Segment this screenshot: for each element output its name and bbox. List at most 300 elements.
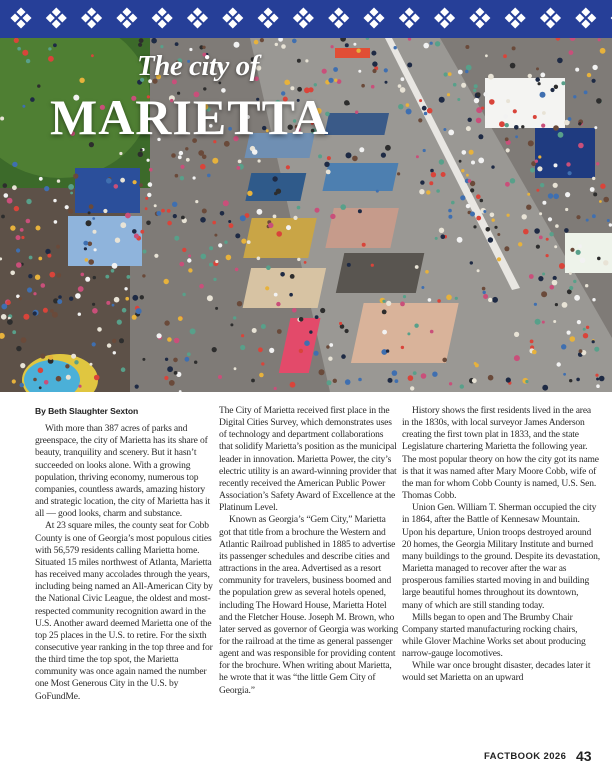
person: [286, 165, 290, 169]
person: [314, 351, 319, 356]
person: [474, 362, 477, 365]
person: [583, 333, 588, 338]
person: [304, 261, 307, 264]
person: [327, 380, 332, 385]
person: [542, 321, 545, 324]
person: [182, 248, 186, 252]
person: [90, 363, 93, 366]
person: [181, 216, 185, 220]
person: [488, 237, 493, 242]
person: [523, 229, 529, 235]
person: [254, 40, 259, 45]
person: [526, 205, 531, 210]
person: [212, 347, 217, 352]
person: [167, 221, 172, 226]
person: [297, 206, 301, 210]
person: [437, 299, 441, 303]
person: [193, 176, 196, 179]
chalk-artwork: [351, 303, 459, 363]
person: [451, 201, 455, 205]
person: [590, 187, 595, 192]
person: [505, 182, 510, 187]
person: [491, 165, 494, 168]
person: [540, 183, 544, 187]
person: [506, 148, 510, 152]
person: [448, 215, 452, 219]
person: [448, 209, 452, 213]
person: [12, 185, 17, 190]
person: [557, 362, 561, 366]
person: [140, 295, 144, 299]
person: [112, 304, 115, 307]
person: [223, 200, 229, 206]
person: [398, 84, 402, 88]
person: [78, 313, 81, 316]
chalk-artwork: [336, 253, 425, 293]
person: [469, 150, 474, 155]
person: [145, 197, 148, 200]
person: [56, 376, 62, 382]
person: [26, 219, 31, 224]
person: [596, 384, 600, 388]
person: [552, 280, 558, 286]
person: [136, 308, 142, 314]
person: [81, 273, 85, 277]
person: [568, 171, 572, 175]
person: [573, 280, 576, 283]
person: [179, 262, 184, 267]
person: [78, 286, 84, 292]
person: [504, 246, 509, 251]
person: [505, 123, 509, 127]
person: [259, 373, 264, 378]
person: [327, 156, 331, 160]
person: [299, 317, 304, 322]
person: [564, 228, 569, 233]
person: [88, 242, 93, 247]
person: [358, 378, 362, 382]
person: [397, 172, 400, 175]
person: [597, 257, 601, 261]
person: [235, 268, 239, 272]
person: [477, 269, 480, 272]
person: [513, 109, 517, 113]
person: [476, 92, 480, 96]
person: [558, 132, 564, 138]
person: [240, 345, 245, 350]
paragraph: History shows the first residents lived in the area in the 1830s, with local surveyor James Anderson creating the first town plat in 1833, and the state Legislature chartering Marietta the following year. The most popular theory on how the city got its name is that it was named after Mary Moore Cobb, wife of the man for whom Cobb County is named, U.S. Sen. Thomas Cobb.: [402, 405, 599, 502]
person: [603, 260, 608, 265]
person: [146, 221, 151, 226]
person: [542, 201, 546, 205]
person: [570, 248, 574, 252]
person: [592, 79, 596, 83]
person: [275, 43, 278, 46]
diamond-pattern: [0, 0, 612, 38]
person: [160, 45, 163, 48]
person: [23, 314, 29, 320]
person: [578, 122, 581, 125]
person: [478, 158, 484, 164]
person: [459, 160, 462, 163]
person: [592, 340, 595, 343]
person: [68, 184, 74, 190]
person: [382, 310, 387, 315]
page-title: MARIETTA: [50, 89, 330, 145]
person: [576, 250, 581, 255]
person: [470, 212, 475, 217]
person: [154, 204, 157, 207]
tent: [565, 233, 612, 273]
person: [174, 236, 179, 241]
person: [407, 63, 412, 68]
diamond-cluster-icon: [328, 7, 349, 28]
person: [554, 163, 558, 167]
person: [553, 125, 559, 131]
person: [218, 243, 222, 247]
person: [147, 193, 151, 197]
person: [439, 97, 445, 103]
person: [33, 292, 36, 295]
person: [1, 314, 7, 320]
person: [12, 379, 16, 383]
person: [494, 226, 497, 229]
person: [424, 112, 428, 116]
person: [112, 339, 116, 343]
person: [281, 44, 286, 49]
person: [488, 298, 492, 302]
person: [71, 354, 76, 359]
person: [442, 358, 447, 363]
person: [106, 301, 110, 305]
person: [297, 59, 301, 63]
person: [594, 126, 597, 129]
person: [180, 176, 184, 180]
person: [247, 191, 252, 196]
person: [483, 210, 486, 213]
person: [328, 357, 332, 361]
person: [142, 274, 145, 277]
person: [7, 319, 13, 325]
person: [488, 375, 494, 381]
page-number: 43: [576, 748, 592, 764]
person: [607, 219, 610, 222]
person: [423, 149, 426, 152]
person: [165, 358, 168, 361]
person: [466, 174, 469, 177]
person: [186, 158, 190, 162]
person: [542, 111, 546, 115]
person: [132, 295, 138, 301]
person: [557, 58, 563, 64]
person: [167, 337, 172, 342]
person: [586, 326, 589, 329]
person: [68, 209, 73, 214]
person: [38, 368, 44, 374]
person: [416, 155, 419, 158]
person: [92, 308, 98, 314]
person: [276, 231, 282, 237]
person: [563, 373, 566, 376]
person: [142, 358, 145, 361]
person: [133, 180, 137, 184]
person: [600, 48, 606, 54]
person: [138, 43, 142, 47]
person: [251, 379, 255, 383]
person: [372, 61, 377, 66]
person: [149, 168, 153, 172]
person: [57, 299, 62, 304]
person: [395, 379, 399, 383]
person: [45, 249, 50, 254]
person: [536, 189, 539, 192]
person: [465, 45, 469, 49]
person: [199, 284, 204, 289]
person: [540, 92, 546, 98]
person: [114, 297, 120, 303]
person: [33, 311, 37, 315]
diamond-cluster-icon: [46, 7, 67, 28]
person: [66, 375, 71, 380]
person: [570, 336, 576, 342]
person: [388, 378, 393, 383]
person: [252, 149, 258, 155]
person: [119, 152, 122, 155]
diamond-cluster-icon: [434, 7, 455, 28]
person: [52, 312, 58, 318]
person: [188, 268, 192, 272]
person: [358, 70, 361, 73]
person: [22, 50, 28, 56]
person: [485, 54, 488, 57]
person: [48, 47, 51, 50]
person: [21, 337, 27, 343]
person: [173, 214, 177, 218]
person: [277, 329, 282, 334]
person: [207, 295, 213, 301]
person: [56, 245, 60, 249]
person: [115, 238, 120, 243]
person: [107, 343, 111, 347]
person: [140, 230, 144, 234]
person: [569, 272, 572, 275]
person: [167, 209, 171, 213]
person: [553, 194, 559, 200]
person: [200, 217, 206, 223]
person: [536, 67, 539, 70]
paragraph: The City of Marietta received first place in the Digital Cities Survey, which demonstrates uses of technology and department collaborations that solidify Marietta’s position as the municipal leader in innovation. Marietta Power, the city’s electric utility is an award-winning provider that recently received the American Public Power Association’s Safety Award of Excellence at the Platinum Level.: [219, 405, 397, 514]
person: [536, 245, 540, 249]
person: [198, 150, 204, 156]
person: [414, 324, 418, 328]
person: [200, 164, 206, 170]
person: [333, 379, 337, 383]
person: [134, 234, 139, 239]
person: [476, 216, 481, 221]
person: [473, 225, 476, 228]
person: [561, 344, 566, 349]
person: [274, 293, 278, 297]
diamond-cluster-icon: [469, 7, 490, 28]
person: [44, 186, 49, 191]
person: [73, 174, 78, 179]
person: [382, 300, 385, 303]
person: [105, 275, 109, 279]
person: [529, 274, 534, 279]
person: [528, 140, 534, 146]
person: [70, 192, 73, 195]
person: [36, 226, 41, 231]
article-column-2: [219, 405, 399, 697]
person: [489, 99, 495, 105]
person: [415, 265, 419, 269]
person: [586, 219, 589, 222]
diamond-cluster-icon: [575, 7, 596, 28]
person: [143, 250, 147, 254]
person: [157, 333, 162, 338]
person: [576, 215, 580, 219]
person: [28, 274, 32, 278]
person: [486, 227, 491, 232]
person: [3, 183, 8, 188]
person: [340, 204, 346, 210]
person: [10, 271, 15, 276]
person: [401, 77, 405, 81]
person: [384, 68, 388, 72]
person: [541, 124, 545, 128]
person: [6, 300, 10, 304]
person: [39, 177, 43, 181]
person: [386, 349, 389, 352]
person: [592, 177, 595, 180]
person: [233, 316, 236, 319]
person: [439, 228, 444, 233]
person: [474, 84, 478, 88]
person: [49, 272, 55, 278]
person: [515, 135, 518, 138]
person: [554, 85, 558, 89]
person: [326, 345, 329, 348]
person: [537, 166, 542, 171]
person: [215, 307, 218, 310]
person: [319, 369, 325, 375]
person: [276, 302, 280, 306]
person: [224, 241, 227, 244]
person: [69, 297, 73, 301]
diamond-cluster-icon: [116, 7, 137, 28]
person: [126, 275, 130, 279]
person: [510, 63, 516, 69]
diamond-cluster-icon: [505, 7, 526, 28]
person: [439, 159, 444, 164]
tent: [75, 168, 140, 213]
person: [455, 297, 458, 300]
person: [315, 315, 319, 319]
person: [603, 197, 609, 203]
person: [530, 340, 534, 344]
person: [555, 303, 558, 306]
paragraph: At 23 square miles, the county seat for Cobb County is one of Georgia’s most populous cities with 56,579 residents calling Marietta home. Situated 15 miles northwest of Atlanta, Marietta has received many accolades through the years, including being named an All-American City by the National Civic League, the oldest and most-respected community recognition award in the U.S. Another award deemed Marietta one of the top 25 places in the U.S. to retire. For the sixth consecutive year ranking in the top three and for the third time the top spot, the Marietta community was once again named the number one Most Generous City in the U.S. by GoFundMe.: [35, 520, 213, 702]
person: [449, 382, 452, 385]
person: [423, 43, 429, 49]
person: [341, 354, 346, 359]
person: [347, 102, 350, 105]
person: [86, 220, 92, 226]
person: [600, 184, 605, 189]
person: [140, 149, 143, 152]
person: [258, 347, 263, 352]
paragraph: While war once brought disaster, decades later it would set Marietta on an upward: [402, 660, 591, 684]
person: [534, 303, 537, 306]
person: [406, 103, 410, 107]
person: [567, 289, 572, 294]
person: [299, 349, 303, 353]
person: [457, 98, 460, 101]
person: [212, 158, 218, 164]
person: [359, 147, 364, 152]
person: [179, 151, 183, 155]
person: [525, 380, 528, 383]
person: [187, 258, 191, 262]
tent: [68, 216, 142, 266]
person: [533, 115, 537, 119]
publication-name: FACTBOOK 2026: [484, 751, 567, 762]
person: [185, 357, 190, 362]
person: [579, 349, 583, 353]
person: [114, 184, 119, 189]
person: [596, 98, 602, 104]
person: [583, 328, 586, 331]
person: [392, 370, 398, 376]
diamond-cluster-icon: [152, 7, 173, 28]
person: [448, 130, 454, 136]
person: [408, 375, 414, 381]
person: [474, 98, 479, 103]
person: [554, 245, 557, 248]
person: [476, 118, 482, 124]
person: [538, 155, 541, 158]
person: [522, 214, 527, 219]
person: [154, 254, 158, 258]
person: [93, 276, 96, 279]
person: [235, 233, 240, 238]
person: [213, 278, 216, 281]
person: [539, 236, 543, 240]
person: [548, 193, 553, 198]
person: [293, 216, 297, 220]
person: [398, 104, 403, 109]
chalk-artwork: [243, 218, 317, 258]
person: [16, 346, 21, 351]
person: [269, 348, 274, 353]
person: [465, 70, 468, 73]
person: [287, 82, 290, 85]
person: [574, 295, 580, 301]
person: [499, 121, 505, 127]
person: [290, 274, 295, 279]
person: [4, 193, 9, 198]
person: [386, 301, 391, 306]
person: [117, 320, 122, 325]
person: [578, 143, 584, 149]
person: [565, 192, 570, 197]
person: [48, 56, 54, 62]
person: [234, 42, 240, 48]
person: [385, 81, 388, 84]
paragraph: With more than 387 acres of parks and greenspace, the city of Marietta has its share of beauty, tranquility and scenery. But it hasn’t succeeded on looks alone. With a growing population, thriving economy, numerous top companies, countless awards, amazing history and strategic location, the city of Marietta has it all — good looks, charm and substance.: [35, 423, 211, 520]
person: [598, 38, 601, 41]
person: [209, 246, 213, 250]
